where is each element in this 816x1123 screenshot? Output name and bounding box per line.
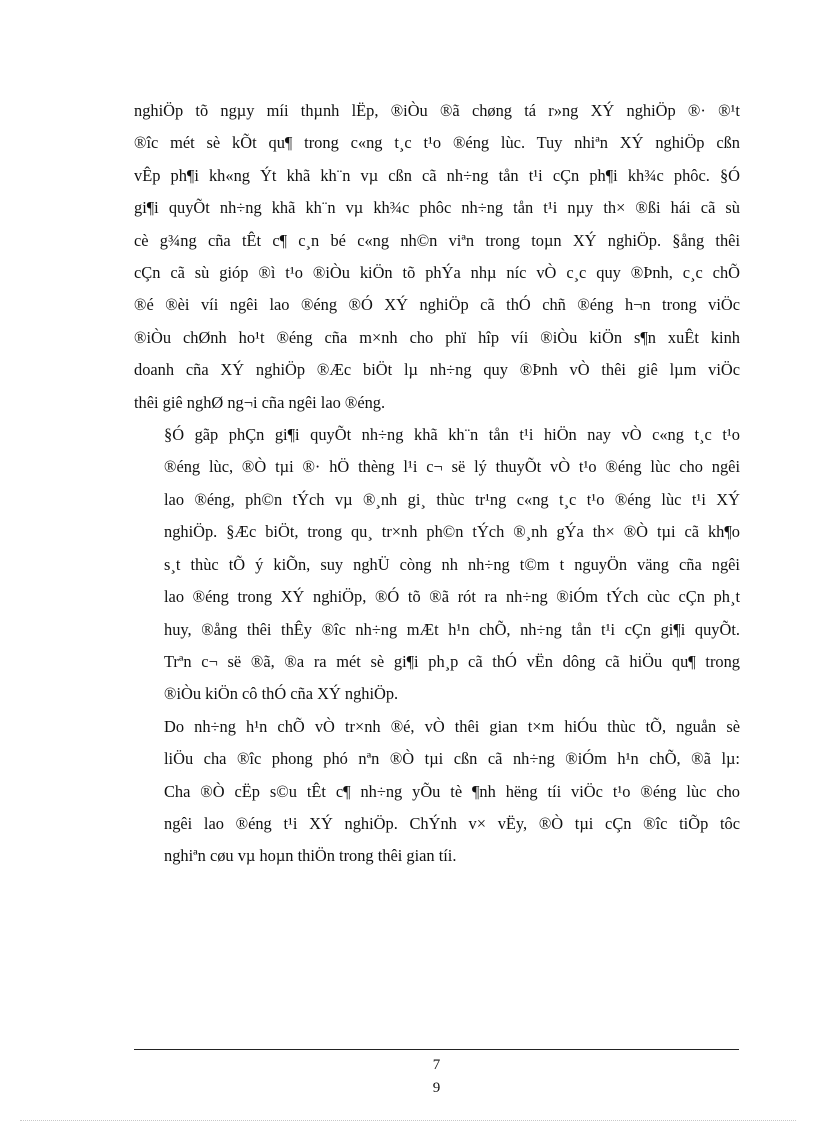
text-line: ®éng lùc, ®Ò tµi ®· hÖ thèng l¹i c¬ së lý thuyÕt vÒ t¹o ®éng lùc cho ngêi	[164, 457, 740, 477]
paragraph-1	[134, 95, 740, 419]
footer-divider	[134, 1049, 739, 1050]
paragraph-3	[134, 711, 740, 873]
text-line: s¸t thùc tÕ ý kiÕn, suy nghÜ còng nh nh÷ng t©m t nguyÖn väng cña ngêi	[164, 554, 740, 574]
text-line: liÖu cha ®îc phong phó nªn ®Ò tµi cßn cã nh÷ng ®iÓm h¹n chÕ, ®ã lµ:	[164, 749, 740, 769]
text-line: lao ®éng trong XÝ nghiÖp, ®Ó tõ ®ã rót ra nh÷ng ®iÓm tÝch cùc cÇn ph¸t	[164, 587, 740, 607]
text-line: ®iÒu kiÖn cô thÓ cña XÝ nghiÖp.	[164, 684, 399, 704]
page-number-secondary: 9	[432, 1080, 441, 1096]
text-line: Do nh÷ng h¹n chÕ vÒ tr×nh ®é, vÒ thêi gian t×m hiÓu thùc tÕ, nguån sè	[164, 716, 740, 736]
text-line: ®é ®èi víi ngêi lao ®éng ®Ó XÝ nghiÖp cã thÓ chñ ®éng h¬n trong viÖc	[134, 295, 740, 315]
text-line: ngêi lao ®éng t¹i XÝ nghiÖp. ChÝnh v× vËy, ®Ò tµi cÇn ®îc tiÕp tôc	[164, 813, 740, 833]
text-line: nghiªn cøu vµ hoµn thiÖn trong thêi gian tíi.	[164, 846, 457, 866]
text-line: Trªn c¬ së ®ã, ®a ra mét sè gi¶i ph¸p cã thÓ vËn dông cã hiÖu qu¶ trong	[164, 651, 740, 671]
text-line: Cha ®Ò cËp s©u tÊt c¶ nh÷ng yÕu tè ¶nh hëng tíi viÖc t¹o ®éng lùc cho	[164, 781, 740, 801]
text-line: nghiÖp tõ ngµy míi thµnh lËp, ®iÒu ®ã chøng tá r»ng XÝ nghiÖp ®· ®¹t	[134, 101, 740, 120]
text-line: ®iÒu chØnh ho¹t ®éng cña m×nh cho phï hîp víi ®iÒu kiÖn s¶n xuÊt kinh	[134, 327, 740, 347]
text-line: thêi giê nghØ ng¬i cña ngêi lao ®éng.	[134, 392, 386, 412]
text-line: lao ®éng, ph©n tÝch vµ ®¸nh gi¸ thùc tr¹ng c«ng t¸c t¹o ®éng lùc t¹i XÝ	[164, 489, 740, 509]
text-line: cè g¾ng cña tÊt c¶ c¸n bé c«ng nh©n viªn trong toµn XÝ nghiÖp. §ång thêi	[134, 230, 740, 250]
text-line: doanh cña XÝ nghiÖp ®Æc biÖt lµ nh÷ng quy ®Þnh vÒ thêi giê lµm viÖc	[134, 360, 740, 380]
body-text	[134, 95, 740, 873]
text-line: ®îc mét sè kÕt qu¶ trong c«ng t¸c t¹o ®éng lùc. Tuy nhiªn XÝ nghiÖp cßn	[134, 133, 740, 153]
text-line: gi¶i quyÕt nh÷ng khã kh¨n vµ kh¾c phôc nh÷ng tån t¹i nµy th× ®ßi hái cã sù	[134, 198, 740, 218]
page-number: 7	[432, 1057, 441, 1073]
text-line: cÇn cã sù gióp ®ì t¹o ®iÒu kiÖn tõ phÝa nhµ níc vÒ c¸c quy ®Þnh, c¸c chÕ	[134, 263, 740, 283]
page-bottom-border	[20, 1120, 796, 1121]
text-line: huy, ®ång thêi thÊy ®îc nh÷ng mÆt h¹n chÕ, nh÷ng tån t¹i cÇn gi¶i quyÕt.	[164, 619, 740, 639]
paragraph-2	[134, 419, 740, 711]
text-line: vÊp ph¶i kh«ng Ýt khã kh¨n vµ cßn cã nh÷ng tån t¹i cÇn ph¶i kh¾c phôc. §Ó	[134, 165, 740, 185]
text-line: nghiÖp. §Æc biÖt, trong qu¸ tr×nh ph©n tÝch ®¸nh gÝa th× ®Ò tµi cã kh¶o	[164, 522, 740, 542]
text-line: §Ó gãp phÇn gi¶i quyÕt nh÷ng khã kh¨n tån t¹i hiÖn nay vÒ c«ng t¸c t¹o	[164, 425, 740, 445]
